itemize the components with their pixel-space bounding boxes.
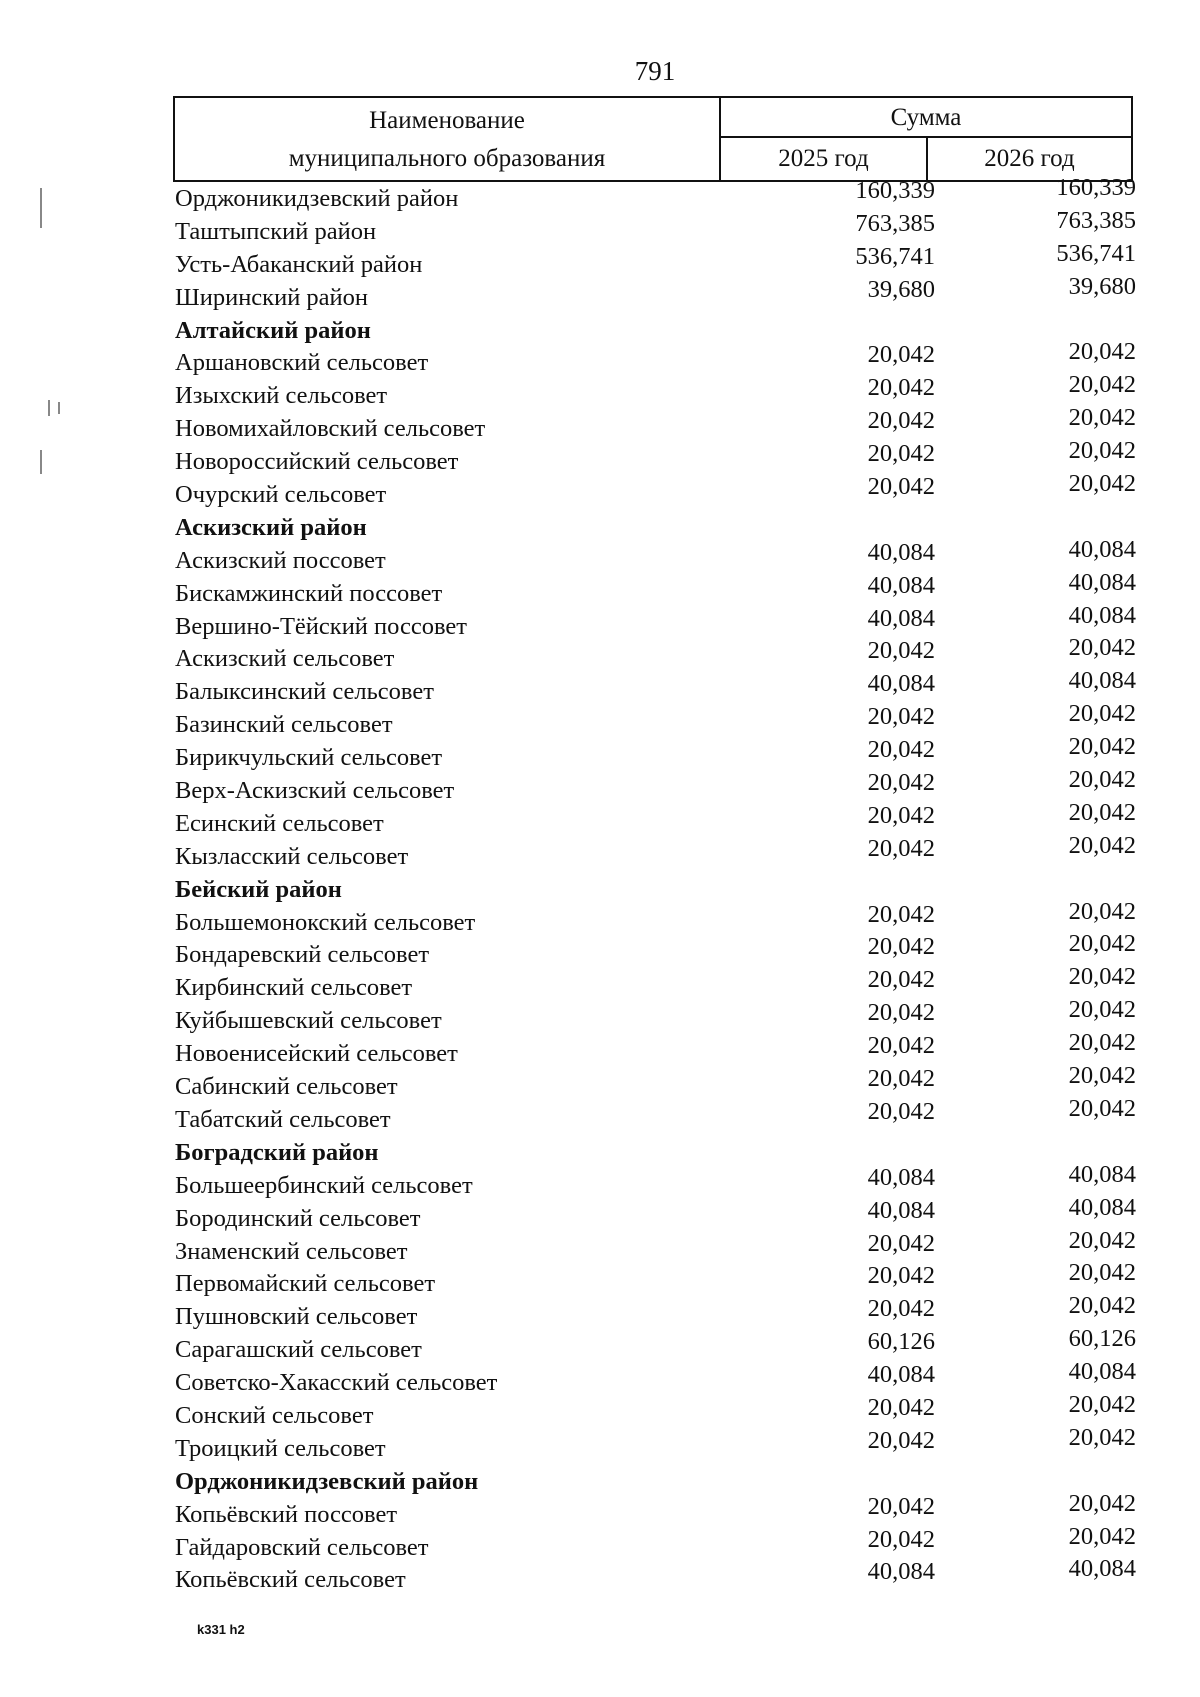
table-row [175, 206, 1140, 248]
amount-2025: 20,042 [867, 801, 935, 829]
group-name: Орджоникидзевский район [175, 1467, 479, 1495]
amount-2025: 20,042 [867, 407, 935, 435]
page-number: 791 [634, 56, 676, 86]
table-header [173, 96, 1133, 182]
amount-2025: 763,385 [855, 209, 935, 237]
amount-2026: 20,042 [1068, 996, 1136, 1024]
amount-2025: 20,042 [867, 1492, 935, 1520]
table-row [175, 1062, 1140, 1103]
amount-2026: 763,385 [1056, 206, 1136, 234]
amount-2025: 20,042 [867, 1065, 935, 1093]
municipality-name: Сабинский сельсовет [175, 1073, 398, 1101]
amount-2025: 60,126 [867, 1328, 935, 1356]
municipality-name: Орджоникидзевский район [175, 185, 459, 212]
municipality-name: Кирбинский сельсовет [175, 974, 413, 1002]
municipality-name: Аршановский сельсовет [175, 349, 429, 377]
table-row [175, 1094, 1140, 1136]
table-row [175, 831, 1140, 873]
table-row [175, 371, 1140, 412]
municipality-name: Аскизский поссовет [175, 546, 386, 574]
header-name-line-2: муниципального образования [288, 145, 606, 172]
amount-2026: 20,042 [1068, 1423, 1136, 1451]
amount-2026: 20,042 [1068, 897, 1136, 925]
amount-2026: 20,042 [1068, 1522, 1136, 1550]
amount-2026: 20,042 [1068, 831, 1136, 859]
amount-2026: 20,042 [1068, 963, 1136, 991]
table-body [175, 174, 1140, 1596]
table-row [175, 1489, 1140, 1531]
scan-artifact [48, 400, 50, 416]
amount-2025: 20,042 [867, 440, 935, 468]
municipality-name: Базинский сельсовет [175, 711, 393, 739]
amount-2026: 60,126 [1068, 1325, 1136, 1353]
amount-2026: 40,084 [1068, 1358, 1136, 1386]
municipality-name: Очурский сельсовет [175, 481, 387, 509]
table-row [175, 1292, 1140, 1333]
municipality-name: Первомайский сельсовет [175, 1270, 436, 1298]
amount-2025: 20,042 [867, 736, 935, 764]
group-row [175, 511, 1140, 544]
amount-2026: 536,741 [1056, 239, 1136, 267]
amount-2026: 40,084 [1068, 601, 1136, 629]
amount-2026: 40,084 [1068, 667, 1136, 695]
header-name-line-1: Наименование [369, 107, 525, 134]
amount-2026: 20,042 [1068, 1292, 1136, 1320]
amount-2026: 20,042 [1068, 371, 1136, 399]
municipality-name: Копьёвский сельсовет [175, 1566, 406, 1594]
municipality-name: Большемонокский сельсовет [175, 908, 476, 936]
table-row [175, 568, 1140, 610]
table-row [175, 470, 1140, 511]
amount-2025: 40,084 [867, 538, 935, 566]
municipality-name: Троицкий сельсовет [175, 1434, 386, 1462]
amount-2026: 40,084 [1068, 1193, 1136, 1221]
amount-2026: 20,042 [1068, 766, 1136, 794]
amount-2025: 20,042 [867, 1097, 935, 1125]
footer-code: k331 h2 [197, 1622, 245, 1637]
amount-2025: 20,042 [867, 1393, 935, 1421]
amount-2025: 40,084 [867, 604, 935, 632]
amount-2026: 20,042 [1068, 437, 1136, 465]
group-row [175, 314, 1140, 347]
amount-2026: 40,084 [1068, 568, 1136, 596]
amount-2025: 39,680 [867, 275, 935, 303]
table-row [175, 404, 1140, 445]
amount-2025: 40,084 [867, 1558, 935, 1586]
amount-2026: 20,042 [1068, 798, 1136, 826]
header-year-2025: 2025 год [721, 138, 928, 180]
amount-2025: 40,084 [867, 1163, 935, 1191]
amount-2026: 20,042 [1068, 634, 1136, 662]
municipality-name: Пушновский сельсовет [175, 1303, 418, 1331]
municipality-name: Советско-Хакасский сельсовет [175, 1369, 498, 1397]
municipality-name: Бискамжинский поссовет [175, 579, 443, 607]
table-row [175, 1325, 1140, 1366]
header-name-column [175, 98, 721, 180]
municipality-name: Знаменский сельсовет [175, 1237, 408, 1265]
amount-2025: 536,741 [855, 242, 935, 270]
amount-2026: 20,042 [1068, 700, 1136, 728]
group-name: Боградский район [175, 1138, 379, 1166]
scan-artifact [40, 188, 42, 228]
table-row [175, 338, 1140, 379]
amount-2026: 39,680 [1068, 272, 1136, 300]
amount-2026: 20,042 [1068, 1029, 1136, 1057]
municipality-name: Новороссийский сельсовет [175, 448, 459, 476]
amount-2025: 20,042 [867, 1525, 935, 1553]
municipality-name: Ширинский район [175, 283, 369, 311]
amount-2025: 40,084 [867, 1361, 935, 1389]
table-row [175, 963, 1140, 1004]
amount-2025: 40,084 [867, 670, 935, 698]
amount-2025: 20,042 [867, 900, 935, 928]
amount-2025: 20,042 [867, 703, 935, 731]
amount-2026: 160,339 [1056, 174, 1136, 201]
group-name: Бейский район [175, 875, 342, 903]
amount-2026: 40,084 [1068, 535, 1136, 563]
amount-2026: 20,042 [1068, 1259, 1136, 1287]
table-row [175, 733, 1140, 774]
scan-artifact [40, 450, 42, 474]
table-row [175, 700, 1140, 741]
municipality-name: Копьёвский поссовет [175, 1500, 398, 1528]
amount-2025: 20,042 [867, 374, 935, 402]
amount-2026: 20,042 [1068, 1094, 1136, 1122]
amount-2025: 20,042 [867, 473, 935, 501]
municipality-name: Бородинский сельсовет [175, 1204, 421, 1232]
municipality-name: Табатский сельсовет [175, 1105, 391, 1133]
amount-2025: 20,042 [867, 637, 935, 665]
municipality-name: Аскизский сельсовет [175, 645, 395, 673]
table-row [175, 1555, 1140, 1596]
header-year-2026: 2026 год [984, 145, 1075, 172]
amount-2026: 20,042 [1068, 1390, 1136, 1418]
table-row [175, 1259, 1140, 1300]
table-row [175, 634, 1140, 675]
municipality-name: Большеербинский сельсовет [175, 1171, 473, 1199]
municipality-name: Вершино-Тёйский поссовет [175, 612, 468, 640]
amount-2025: 20,042 [867, 769, 935, 797]
table-row [175, 766, 1140, 807]
table-row [175, 601, 1140, 643]
amount-2025: 20,042 [867, 834, 935, 862]
amount-2026: 20,042 [1068, 1226, 1136, 1254]
amount-2026: 20,042 [1068, 733, 1136, 761]
amount-2025: 40,084 [867, 1196, 935, 1224]
municipality-name: Балыксинский сельсовет [175, 678, 434, 706]
amount-2025: 20,042 [867, 1032, 935, 1060]
table-row [175, 1358, 1140, 1399]
municipality-name: Гайдаровский сельсовет [175, 1533, 429, 1561]
amount-2026: 20,042 [1068, 930, 1136, 958]
table-row [175, 1390, 1140, 1432]
group-row [175, 1465, 1140, 1498]
table-row [175, 1226, 1140, 1268]
amount-2026: 20,042 [1068, 338, 1136, 366]
amount-2025: 20,042 [867, 966, 935, 994]
amount-2026: 40,084 [1068, 1555, 1136, 1583]
table-row [175, 272, 1140, 314]
amount-2025: 20,042 [867, 1426, 935, 1454]
group-name: Алтайский район [175, 316, 371, 344]
amount-2025: 20,042 [867, 1229, 935, 1257]
table-row [175, 1029, 1140, 1070]
municipality-name: Бондаревский сельсовет [175, 941, 430, 969]
table-row [175, 1423, 1140, 1465]
table-row [175, 174, 1140, 215]
amount-2026: 20,042 [1068, 470, 1136, 498]
table-row [175, 1193, 1140, 1235]
table-row [175, 1160, 1140, 1202]
municipality-name: Есинский сельсовет [175, 809, 384, 837]
municipality-name: Усть-Абаканский район [175, 250, 423, 278]
amount-2025: 20,042 [867, 1262, 935, 1290]
table-row [175, 667, 1140, 708]
municipality-name: Куйбышевский сельсовет [175, 1007, 442, 1035]
municipality-name: Кызласский сельсовет [175, 842, 409, 870]
amount-2025: 20,042 [867, 933, 935, 961]
amount-2025: 40,084 [867, 571, 935, 599]
table-row [175, 535, 1140, 577]
table-row [175, 239, 1140, 281]
amount-2025: 20,042 [867, 341, 935, 369]
header-sum-column: Сумма [721, 98, 1131, 138]
amount-2026: 20,042 [1068, 1489, 1136, 1517]
amount-2025: 20,042 [867, 999, 935, 1027]
table-row [175, 1522, 1140, 1564]
municipality-name: Новомихайловский сельсовет [175, 415, 486, 443]
scan-artifact [58, 402, 60, 414]
amount-2026: 20,042 [1068, 404, 1136, 432]
amount-2025: 20,042 [867, 1295, 935, 1323]
municipality-name: Сонский сельсовет [175, 1401, 374, 1429]
amount-2025: 160,339 [855, 177, 935, 204]
table-row [175, 930, 1140, 971]
table-row [175, 798, 1140, 840]
municipality-name: Изыхский сельсовет [175, 382, 388, 410]
municipality-name: Новоенисейский сельсовет [175, 1040, 458, 1068]
group-row [175, 1136, 1140, 1169]
municipality-name: Бирикчульский сельсовет [175, 744, 443, 772]
amount-2026: 40,084 [1068, 1160, 1136, 1188]
municipality-name: Таштыпский район [175, 217, 377, 245]
amount-2026: 20,042 [1068, 1062, 1136, 1090]
table-row [175, 996, 1140, 1037]
municipality-name: Верх-Аскизский сельсовет [175, 777, 455, 805]
table-row [175, 437, 1140, 478]
group-row [175, 873, 1140, 906]
table-row [175, 897, 1140, 939]
group-name: Аскизский район [175, 513, 367, 541]
municipality-name: Сарагашский сельсовет [175, 1336, 422, 1364]
